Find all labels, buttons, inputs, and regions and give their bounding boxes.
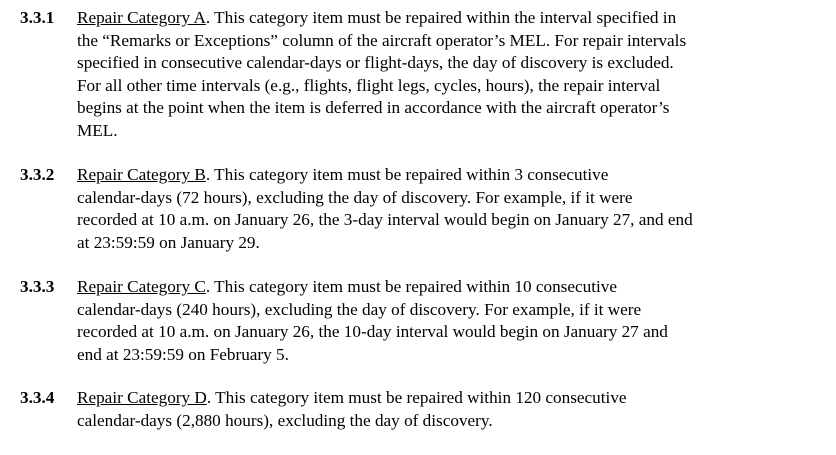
section-title: Repair Category D: [77, 388, 207, 407]
text-line: the “Remarks or Exceptions” column of the aircraft operator’s MEL. For repair intervals: [77, 30, 687, 50]
text-line: begins at the point when the item is deferred in accordance with the aircraft operator’s: [77, 98, 670, 117]
text-line: For all other time intervals (e.g., flights, flight legs, cycles, hours), the repair interval: [77, 75, 661, 95]
text-line: MEL.: [77, 120, 118, 140]
text-line: Repair Category C. This category item must be repaired within 10 consecutive: [77, 277, 617, 296]
section-number: 3.3.1: [20, 8, 55, 27]
text-line: recorded at 10 a.m. on January 26, the 3-day interval would begin on January 27, and end: [77, 210, 693, 229]
text-line: recorded at 10 a.m. on January 26, the 10-day interval would begin on January 27 and: [77, 322, 668, 341]
text-line: end at 23:59:59 on February 5.: [77, 344, 289, 364]
text-line: specified in consecutive calendar-days or flight-days, the day of discovery is excluded.: [77, 53, 674, 72]
section-text: [77, 387, 817, 432]
text-line: Repair Category D. This category item must be repaired within 120 consecutive: [77, 388, 627, 407]
text-line: calendar-days (240 hours), excluding the day of discovery. For example, if it were: [77, 299, 642, 319]
section-text: [77, 7, 817, 142]
section-number: 3.3.4: [20, 388, 55, 407]
section-text: [77, 164, 817, 254]
section-title: Repair Category A: [77, 8, 206, 27]
section-number: 3.3.3: [20, 277, 55, 296]
text-line: at 23:59:59 on January 29.: [77, 232, 260, 252]
text-line: Repair Category B. This category item must be repaired within 3 consecutive: [77, 165, 609, 184]
section-title: Repair Category C: [77, 277, 206, 296]
text-line: calendar-days (72 hours), excluding the day of discovery. For example, if it were: [77, 187, 633, 207]
section-text: [77, 276, 817, 366]
section-title: Repair Category B: [77, 165, 206, 184]
section-number: 3.3.2: [20, 165, 55, 184]
text-line: Repair Category A. This category item must be repaired within the interval specified in: [77, 8, 677, 27]
text-line: calendar-days (2,880 hours), excluding the day of discovery.: [77, 410, 493, 430]
